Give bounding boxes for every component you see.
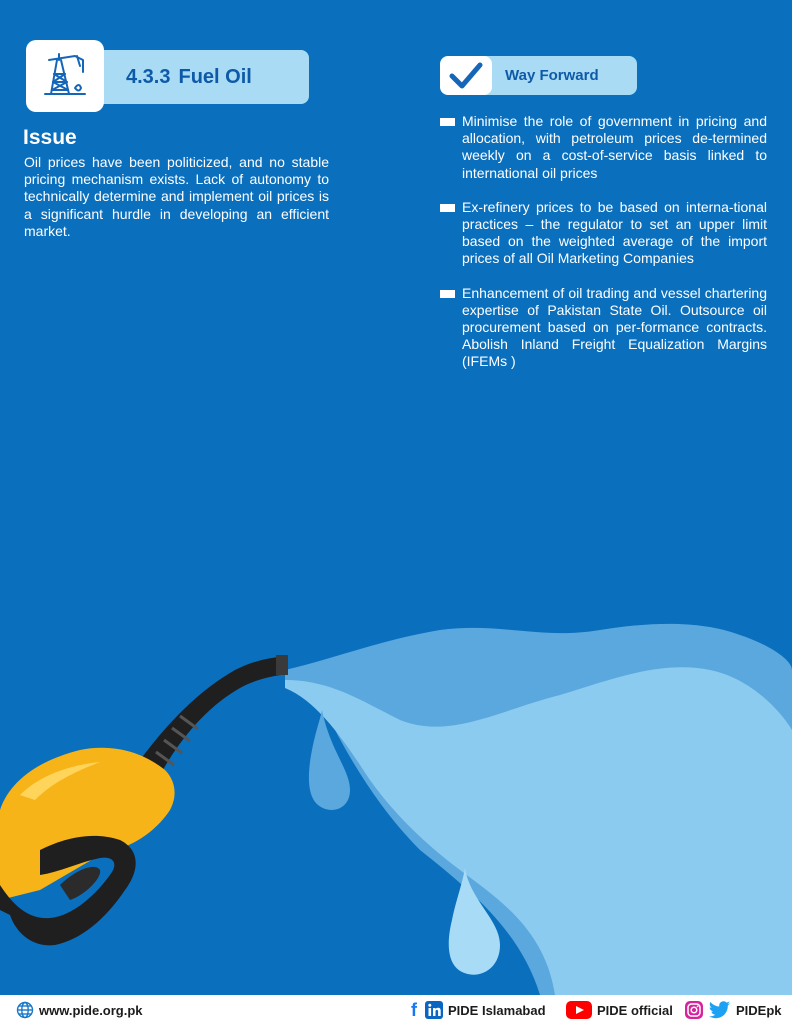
list-item [440,199,767,268]
section-title: Fuel Oil [178,65,252,88]
website-link[interactable]: www.pide.org.pk [39,1002,143,1018]
footer-social-2[interactable] [566,1001,673,1019]
footer-social-1[interactable] [411,1001,546,1019]
section-title-pill [96,50,309,104]
oil-pump-icon [39,50,91,102]
list-item-text: Minimise the role of government in pricing and allocation, with petroleum prices de-termined weekly on a cost-of-service basis linked to international oil prices [462,113,767,181]
way-forward-list [440,113,767,388]
way-forward-icon-box [440,56,492,95]
bullet-marker [440,290,455,298]
footer-website[interactable] [16,1001,143,1019]
facebook-icon: f [411,1000,417,1020]
twitter-icon [709,1001,731,1019]
bullet-marker [440,118,455,126]
footer-social-3[interactable] [685,1001,782,1019]
bullet-marker [440,204,455,212]
way-forward-heading: Way Forward [505,67,599,84]
instagram-icon [685,1001,703,1019]
list-item-text: Ex-refinery prices to be based on interna-tional practices – the regulator to set an upper limit based on the weighted average of the import prices of all Oil Marketing Companies [462,198,767,267]
issue-heading: Issue [23,126,77,149]
oil-splash-front [285,667,792,995]
globe-icon [16,1001,34,1019]
issue-text: Oil prices have been politicized, and no stable pricing mechanism exists. Lack of autonomy to technically determine and implement oil prices is a significant hurdle in developing an efficient market. [24,154,329,239]
youtube-icon [566,1001,592,1019]
way-forward-pill [484,56,637,95]
section-icon-box [26,40,104,112]
section-number: 4.3.3 [126,65,171,88]
list-item-text: Enhancement of oil trading and vessel chartering expertise of Pakistan State Oil. Outsource oil procurement based on per-formance contracts. Abolish Inland Freight Equalization Margins (IFEMs ) [462,284,767,370]
list-item [440,285,767,371]
social-label-1: PIDE Islamabad [448,1002,546,1018]
nozzle-tip [276,655,288,675]
footer [0,995,792,1024]
list-item [440,113,767,182]
social-label-3: PIDEpk [736,1002,782,1018]
checkmark-icon [449,61,483,91]
linkedin-icon [425,1001,443,1019]
fuel-nozzle-illustration [0,600,792,995]
social-label-2: PIDE official [597,1002,673,1018]
